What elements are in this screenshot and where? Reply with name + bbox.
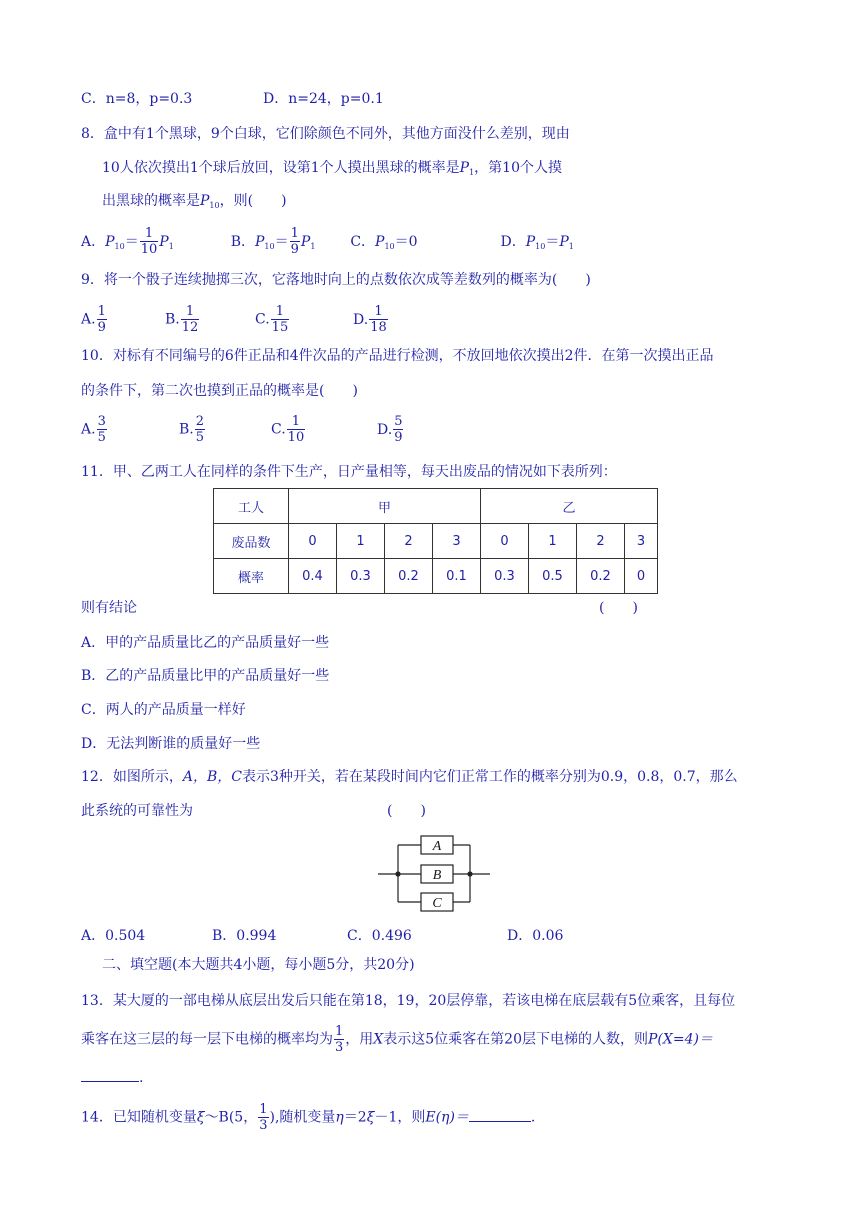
table-cell: 0.4 (289, 559, 337, 594)
q8-stem-line2: 10人依次摸出1个球后放回，设第1个人摸出黑球的概率是$P_1$，第10个人摸 (102, 160, 562, 177)
q13-stem-line2: 乘客在这三层的每一层下电梯的概率均为 $\frac{1}{3}$ ，用X表示这5位乘客在第20层下电梯的人数，则P(X=4)＝ (81, 1024, 713, 1055)
table-cell: 1 (337, 524, 385, 559)
q10-option-a: A. $\frac{3}{5}$ (81, 414, 106, 445)
table-cell: 0.5 (529, 559, 577, 594)
q9-stem: 9．将一个骰子连续抛掷三次，它落地时向上的点数依次成等差数列的概率为( ) (81, 272, 591, 288)
q8-option-d: D．$P_{10}=P_1$ (500, 233, 574, 251)
q9-option-a: A. $\frac{1}{9}$ (81, 304, 106, 335)
q10-stem-line1: 10．对标有不同编号的6件正品和4件次品的产品进行检测，不放回地依次摸出2件．在第一次摸出正品 (81, 348, 714, 364)
q12-stem-line1: 12．如图所示，A，B，C表示3种开关，若在某段时间内它们正常工作的概率分别为0.9，0.8，0.7，那么 (81, 769, 738, 785)
q10-option-d: D. $\frac{5}{9}$ (377, 414, 403, 445)
q8-stem-line1: 8．盒中有1个黑球，9个白球，它们除颜色不同外，其他方面没什么差别，现由 (81, 126, 570, 142)
table-cell: 0 (481, 524, 529, 559)
q9-option-d: D. $\frac{1}{18}$ (353, 304, 387, 335)
section-2-heading: 二、填空题(本大题共4小题，每小题5分，共20分) (102, 957, 415, 973)
q12-option-a: A．0.504 (81, 928, 146, 944)
q8-option-c: C．$P_{10}=0$ (350, 233, 418, 251)
q11-defect-table (213, 488, 658, 594)
q9-option-b: B. $\frac{1}{12}$ (165, 304, 199, 335)
q12-answer-paren: ( ) (387, 803, 426, 819)
q8-option-b: B．$P_{10}=$ $\frac{1}{9}$ $P_1$ (230, 226, 316, 257)
table-cell: 0.1 (433, 559, 481, 594)
switch-a-label: A (432, 839, 442, 854)
table-header-jia: 甲 (289, 489, 481, 524)
q12-circuit-diagram (378, 830, 490, 916)
switch-b-label: B (432, 868, 442, 883)
q10-stem-line2: 的条件下，第二次也摸到正品的概率是( ) (81, 383, 358, 399)
q10-option-c: C. $\frac{1}{10}$ (271, 414, 305, 445)
q11-option-a: A．甲的产品质量比乙的产品质量好一些 (81, 635, 330, 651)
q11-conclusion: 则有结论 (81, 600, 137, 616)
table-cell: 3 (625, 524, 658, 559)
q11-option-d: D．无法判断谁的质量好一些 (81, 736, 261, 752)
q11-option-c: C．两人的产品质量一样好 (81, 702, 246, 718)
table-row (214, 489, 658, 524)
q8-stem-line3: 出黑球的概率是$P_{10}$，则( ) (102, 193, 287, 210)
table-cell: 2 (577, 524, 625, 559)
q10-options (81, 414, 404, 445)
q13-answer-blank: . (81, 1068, 143, 1088)
q12-option-d: D．0.06 (507, 928, 564, 944)
table-cell: 0.3 (481, 559, 529, 594)
q11-option-b: B．乙的产品质量比甲的产品质量好一些 (81, 668, 330, 684)
q12-stem-line2: 此系统的可靠性为 (81, 803, 193, 819)
q9-option-c: C. $\frac{1}{15}$ (255, 304, 289, 335)
table-header-yi: 乙 (481, 489, 658, 524)
table-row (214, 524, 658, 559)
table-cell: 0.2 (385, 559, 433, 594)
switch-c-label: C (432, 896, 442, 911)
table-cell: 1 (529, 524, 577, 559)
table-row (214, 559, 658, 594)
q10-option-b: B. $\frac{2}{5}$ (179, 414, 205, 445)
q12-option-b: B．0.994 (212, 928, 277, 944)
table-cell: 2 (385, 524, 433, 559)
table-cell: 0 (625, 559, 658, 594)
q13-stem-line1: 13．某大厦的一部电梯从底层出发后只能在第18，19，20层停靠，若该电梯在底层载有5位乘客，且每位 (81, 993, 736, 1009)
q7-option-d: D．n=24，p=0.1 (263, 91, 384, 107)
q9-options (81, 304, 389, 335)
q8-options (81, 226, 574, 261)
q14-stem: 14．已知随机变量ξ～B(5， $\frac{1}{3}$ ),随机变量η＝2ξ－1，则E(η)＝ . (81, 1102, 536, 1133)
table-row-label: 废品数 (214, 524, 289, 559)
q12-option-c: C．0.496 (347, 928, 412, 944)
q11-answer-paren: ( ) (599, 600, 638, 616)
table-cell: 0.2 (577, 559, 625, 594)
table-cell: 3 (433, 524, 481, 559)
q11-stem: 11．甲、乙两工人在同样的条件下生产，日产量相等，每天出废品的情况如下表所列： (81, 464, 617, 480)
table-header-worker: 工人 (214, 489, 289, 524)
q7-option-c: C．n=8，p=0.3 (81, 91, 193, 107)
q8-option-a: A．$P_{10}=$ $\frac{1}{10}$ $P_1$ (81, 226, 174, 257)
table-cell: 0.3 (337, 559, 385, 594)
table-cell: 0 (289, 524, 337, 559)
table-row-label: 概率 (214, 559, 289, 594)
